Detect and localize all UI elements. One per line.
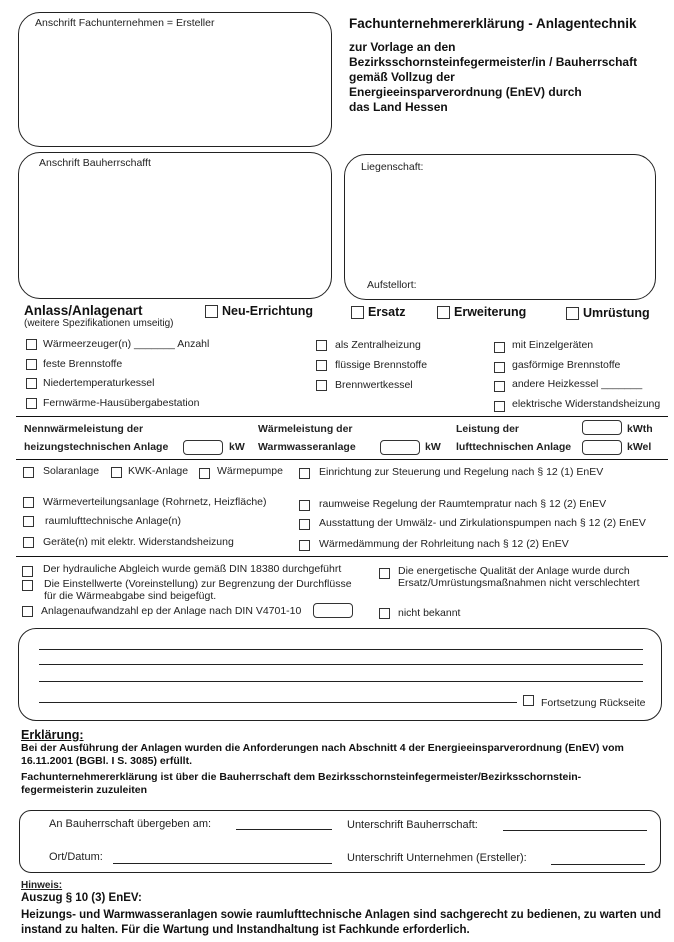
hydraulic-checkbox[interactable] xyxy=(22,566,33,577)
expenditure-input[interactable] xyxy=(313,603,353,618)
continuation-label: Fortsetzung Rückseite xyxy=(541,697,646,709)
solar-label: Solaranlage xyxy=(43,465,100,477)
solid-fuel-checkbox[interactable] xyxy=(26,359,37,370)
note-line xyxy=(39,702,517,703)
air-system-checkbox[interactable] xyxy=(23,516,34,527)
condensing-boiler-label: Brennwertkessel xyxy=(335,379,413,391)
gas-fuel-checkbox[interactable] xyxy=(494,362,505,373)
liquid-fuel-label: flüssige Brennstoffe xyxy=(335,359,428,371)
subtitle-line: das Land Hessen xyxy=(349,100,448,114)
gas-fuel-label: gasförmige Brennstoffe xyxy=(512,359,621,371)
pumps-checkbox[interactable] xyxy=(299,519,310,530)
subtitle-line: zur Vorlage an den xyxy=(349,40,456,54)
conversion-checkbox[interactable] xyxy=(566,307,579,320)
solar-checkbox[interactable] xyxy=(23,467,34,478)
property-label: Liegenschaft: xyxy=(361,161,424,173)
heat-distribution-checkbox[interactable] xyxy=(23,497,34,508)
hydraulic-label: Der hydrauliche Abgleich wurde gemäß DIN 18380 durchgeführt xyxy=(43,563,342,575)
air-power-electric-unit: kWel xyxy=(627,441,652,453)
heat-distribution-label: Wärmeverteilungsanlage (Rohrnetz, Heizfläche) xyxy=(43,496,267,508)
quality-checkbox[interactable] xyxy=(379,568,390,579)
electric-resistance-label: elektrische Widerstandsheizung xyxy=(512,398,661,410)
air-system-label: raumlufttechnische Anlage(n) xyxy=(45,515,181,527)
pipe-insulation-label: Wärmedämmung der Rohrleitung nach § 12 (2) EnEV xyxy=(319,538,569,550)
control-system-label: Einrichtung zur Steuerung und Regelung nach § 12 (1) EnEV xyxy=(319,466,604,478)
company-signature-field[interactable] xyxy=(551,864,645,865)
air-power-label-1: Leistung der xyxy=(456,423,520,435)
heat-generator-checkbox[interactable] xyxy=(26,339,37,350)
declaration-text: Bei der Ausführung der Anlagen wurden die Anforderungen nach Abschnitt 4 der Energieeinsparverordnung (EnEV) vom 16.11.2001 (BGBl. I S. 3085) erfüllt. xyxy=(21,742,624,767)
replacement-label: Ersatz xyxy=(368,305,406,319)
occasion-heading: Anlass/Anlagenart xyxy=(24,303,143,318)
settings-checkbox[interactable] xyxy=(22,580,33,591)
quality-label-1: Die energetische Qualität der Anlage wurde durch xyxy=(398,565,630,577)
room-control-checkbox[interactable] xyxy=(299,500,310,511)
heat-pump-label: Wärmepumpe xyxy=(217,465,283,477)
water-power-label-1: Wärmeleistung der xyxy=(258,423,353,435)
pumps-label: Ausstattung der Umwälz- und Zirkulationspumpen nach § 12 (2) EnEV xyxy=(319,517,646,529)
handed-over-date-field[interactable] xyxy=(236,829,332,830)
single-devices-label: mit Einzelgeräten xyxy=(512,339,594,351)
extension-label: Erweiterung xyxy=(454,305,527,319)
other-boiler-label: andere Heizkessel _______ xyxy=(512,378,643,390)
contractor-address-box[interactable] xyxy=(18,12,332,147)
page-title: Fachunternehmererklärung - Anlagentechnik xyxy=(349,16,637,31)
water-power-input[interactable] xyxy=(380,440,420,455)
signature-box xyxy=(19,810,661,873)
central-heating-label: als Zentralheizung xyxy=(335,339,421,351)
extension-checkbox[interactable] xyxy=(437,306,450,319)
air-power-thermal-input[interactable] xyxy=(582,420,622,435)
new-construction-label: Neu-Errichtung xyxy=(222,304,313,318)
note-line xyxy=(39,649,643,650)
hint-heading: Hinweis: xyxy=(21,880,63,891)
divider xyxy=(16,459,668,460)
unknown-checkbox[interactable] xyxy=(379,608,390,619)
property-box[interactable] xyxy=(344,154,656,300)
central-heating-checkbox[interactable] xyxy=(316,340,327,351)
owner-address-box[interactable] xyxy=(18,152,332,299)
subtitle xyxy=(349,40,637,115)
hint-text: Heizungs- und Warmwasseranlagen sowie raumlufttechnische Anlagen sind sachgerecht zu bedienen, zu warten und instand zu halten. Für die Wartung und Instandhaltung ist Fachkunde erforderlich. xyxy=(21,909,662,936)
heating-power-label-2: heizungstechnischen Anlage xyxy=(24,441,169,453)
notes-box[interactable] xyxy=(18,628,662,721)
owner-signature-label: Unterschrift Bauherrschaft: xyxy=(347,819,478,831)
district-heating-checkbox[interactable] xyxy=(26,398,37,409)
excerpt-heading: Auszug § 10 (3) EnEV: xyxy=(21,892,142,904)
water-power-label-2: Warmwasseranlage xyxy=(258,441,356,453)
declaration-forward-text: Fachunternehmererklärung ist über die Bauherrschaft dem Bezirksschornsteinfegermeister/Bezirksschornstein-fegermeisterin zuzuleiten xyxy=(21,771,582,796)
condensing-boiler-checkbox[interactable] xyxy=(316,380,327,391)
pipe-insulation-checkbox[interactable] xyxy=(299,540,310,551)
declaration-heading: Erklärung: xyxy=(21,728,84,742)
divider xyxy=(16,416,668,417)
heat-pump-checkbox[interactable] xyxy=(199,468,210,479)
note-line xyxy=(39,681,643,682)
company-signature-label: Unterschrift Unternehmen (Ersteller): xyxy=(347,852,527,864)
single-devices-checkbox[interactable] xyxy=(494,342,505,353)
replacement-checkbox[interactable] xyxy=(351,306,364,319)
room-control-label: raumweise Regelung der Raumtempratur nach § 12 (2) EnEV xyxy=(319,498,607,510)
expenditure-checkbox[interactable] xyxy=(22,606,33,617)
air-power-label-2: lufttechnischen Anlage xyxy=(456,441,572,453)
district-heating-label: Fernwärme-Hausübergabestation xyxy=(43,397,200,409)
quality-label-2: Ersatz/Umrüstungsmaßnahmen nicht verschlechtert xyxy=(398,577,640,589)
chp-checkbox[interactable] xyxy=(111,467,122,478)
owner-signature-field[interactable] xyxy=(503,830,647,831)
occasion-note: (weitere Spezifikationen umseitig) xyxy=(24,318,174,329)
control-system-checkbox[interactable] xyxy=(299,468,310,479)
settings-label-2: für die Wärmeabgabe sind beigefügt. xyxy=(44,590,217,602)
place-date-label: Ort/Datum: xyxy=(49,851,103,863)
low-temp-boiler-checkbox[interactable] xyxy=(26,378,37,389)
conversion-label: Umrüstung xyxy=(583,306,650,320)
liquid-fuel-checkbox[interactable] xyxy=(316,360,327,371)
note-line xyxy=(39,664,643,665)
solid-fuel-label: feste Brennstoffe xyxy=(43,358,123,370)
chp-label: KWK-Anlage xyxy=(128,465,189,477)
water-power-unit: kW xyxy=(425,441,441,453)
air-power-electric-input[interactable] xyxy=(582,440,622,455)
owner-address-label: Anschrift Bauherrschafft xyxy=(39,157,151,169)
place-date-field[interactable] xyxy=(113,863,332,864)
air-power-thermal-unit: kWth xyxy=(627,423,653,435)
new-construction-checkbox[interactable] xyxy=(205,305,218,318)
other-boiler-checkbox[interactable] xyxy=(494,381,505,392)
heating-power-input[interactable] xyxy=(183,440,223,455)
heat-generator-label: Wärmeerzeuger(n) _______ Anzahl xyxy=(43,338,210,350)
location-label: Aufstellort: xyxy=(367,279,417,291)
low-temp-boiler-label: Niedertemperaturkessel xyxy=(43,377,155,389)
electric-resistance-checkbox[interactable] xyxy=(494,401,505,412)
settings-label-1: Die Einstellwerte (Voreinstellung) zur Begrenzung der Durchflüsse xyxy=(44,578,352,590)
subtitle-line: Bezirksschornsteinfegermeister/in / Bauherrschaft xyxy=(349,55,638,69)
handed-over-label: An Bauherrschaft übergeben am: xyxy=(49,818,212,830)
continuation-checkbox[interactable] xyxy=(523,695,534,706)
electric-devices-label: Geräte(n) mit elektr. Widerstandsheizung xyxy=(43,536,234,548)
subtitle-line: Energieeinsparverordnung (EnEV) durch xyxy=(349,85,582,99)
electric-devices-checkbox[interactable] xyxy=(23,537,34,548)
subtitle-line: gemäß Vollzug der xyxy=(349,70,455,84)
divider xyxy=(16,556,668,557)
contractor-address-label: Anschrift Fachunternehmen = Ersteller xyxy=(35,17,215,29)
unknown-label: nicht bekannt xyxy=(398,607,461,619)
heating-power-unit: kW xyxy=(229,441,245,453)
heating-power-label-1: Nennwärmeleistung der xyxy=(24,423,144,435)
expenditure-label: Anlagenaufwandzahl ep der Anlage nach DIN V4701-10 xyxy=(41,605,302,617)
